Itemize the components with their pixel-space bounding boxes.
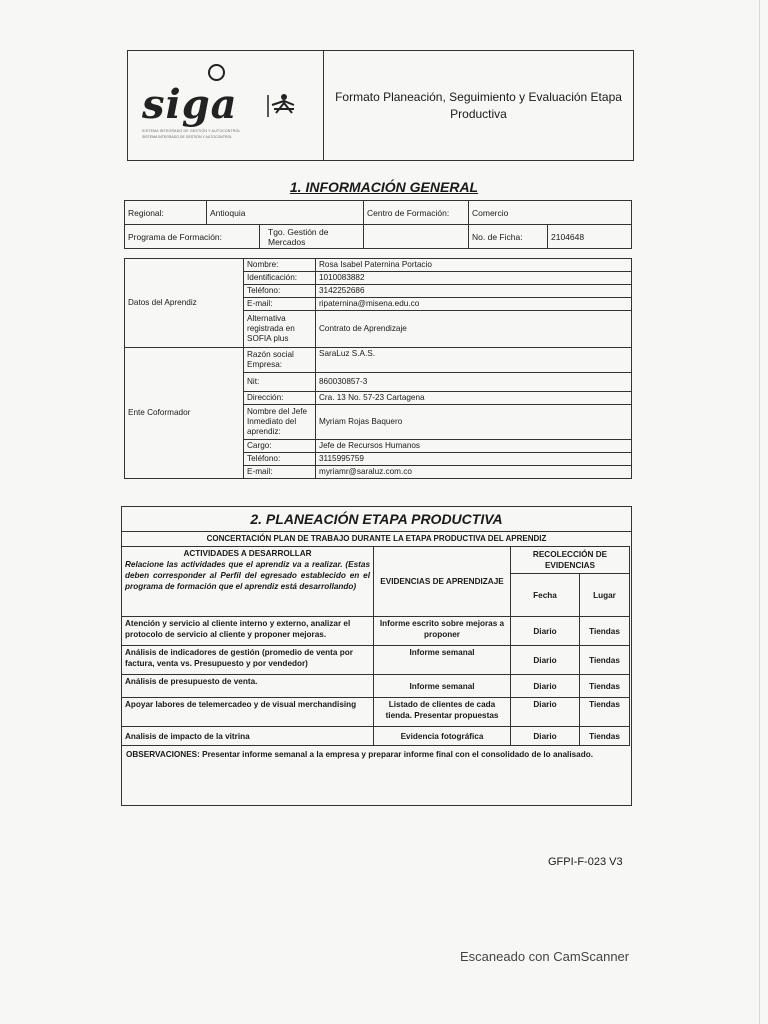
section-1-title: 1. INFORMACIÓN GENERAL [289,179,479,195]
table-row [122,727,630,746]
siga-logo: siga [142,81,238,128]
field-label: Dirección: [244,392,316,405]
logo-circle-icon [208,64,225,81]
fecha-cell: Diario [511,675,580,698]
field-value: Myriam Rojas Baquero [316,405,632,440]
document-title: Formato Planeación, Seguimiento y Evaluación Etapa Productiva [335,89,622,121]
evidencia-cell: Informe escrito sobre mejoras a proponer [374,617,511,646]
lugar-cell: Tiendas [580,675,630,698]
table-row [125,348,632,373]
programa-value: Tgo. Gestión de Mercados [268,226,329,247]
actividad-cell: Atención y servicio al cliente interno y externo, analizar el protocolo de servicio al cliente y proponer mejoras. [122,617,374,646]
fecha-cell: Diario [511,698,580,727]
lugar-cell: Tiendas [580,698,630,727]
field-label: E-mail: [244,466,316,479]
recoleccion-header: RECOLECCIÓN DE EVIDENCIAS [511,547,630,574]
logo-cell [128,51,324,160]
logo-subtitle-2: SISTEMA INTEGRADO DE GESTIÓN Y AUTOCONTROL [142,135,233,139]
form-code: GFPI-F-023 V3 [548,856,623,868]
planning-table [121,546,630,746]
field-value: Contrato de Aprendizaje [316,311,632,348]
field-value: Cra. 13 No. 57-23 Cartagena [316,392,632,405]
centro-value: Comercio [469,201,632,225]
lugar-cell: Tiendas [580,646,630,675]
observaciones: OBSERVACIONES: Presentar informe semanal a la empresa y preparar informe final con el consolidado de lo analisado. [126,750,593,759]
table-row [122,617,630,646]
lugar-cell: Tiendas [580,727,630,746]
document-header [127,50,634,161]
actividades-note: Relacione las actividades que el aprendiz va a realizar. (Estas deben corresponder al Perfil del egresado establecido en el programa de formación que el aprendiz está desarrollando) [125,560,370,591]
evidencia-cell: Informe semanal [374,675,511,698]
field-label: Identificación: [244,272,316,285]
fecha-header: Fecha [511,574,580,617]
table-row [125,225,632,249]
ficha-label: No. de Ficha: [469,225,548,249]
section-2-box [121,506,632,806]
regional-value: Antioquia [207,201,364,225]
field-value: 3142252686 [316,285,632,298]
table-row [122,698,630,727]
field-value: 3115995759 [316,453,632,466]
ficha-value: 2104648 [548,225,632,249]
centro-label: Centro de Formación: [364,201,469,225]
actividad-cell: Apoyar labores de telemercadeo y de visual merchandising [122,698,374,727]
table-header-row [122,547,630,574]
field-label: Nombre del Jefe Inmediato del aprendiz: [244,405,316,440]
field-value: SaraLuz S.A.S. [316,348,632,373]
field-label: Alternativa registrada en SOFIA plus [244,311,316,348]
evidencia-cell: Listado de clientes de cada tienda. Presentar propuestas [374,698,511,727]
field-label: Razón social Empresa: [244,348,316,373]
field-label: Teléfono: [244,285,316,298]
actividad-cell: Análisis de presupuesto de venta. [122,675,374,698]
table-row [122,675,630,698]
aprendiz-group-label: Datos del Aprendiz [125,259,244,348]
lugar-cell: Tiendas [580,617,630,646]
field-value: 860030857-3 [316,373,632,392]
table-row [122,646,630,675]
fecha-cell: Diario [511,727,580,746]
scanner-watermark: Escaneado con CamScanner [460,949,630,964]
actividad-cell: Analisis de impacto de la vitrina [122,727,374,746]
evidencia-cell: Informe semanal [374,646,511,675]
coformador-group-label: Ente Coformador [125,348,244,479]
actividades-header: ACTIVIDADES A DESARROLLAR [183,549,312,558]
field-value: Jefe de Recursos Humanos [316,440,632,453]
logo-subtitle: SISTEMA INTEGRADO DE GESTIÓN Y AUTOCONTROL [142,129,241,133]
table-row [125,259,632,272]
field-label: Cargo: [244,440,316,453]
aprendiz-coformador-table [124,258,632,479]
field-label: E-mail: [244,298,316,311]
field-label: Teléfono: [244,453,316,466]
field-label: Nit: [244,373,316,392]
field-value: Rosa Isabel Paternina Portacio [316,259,632,272]
field-value: myriamr@saraluz.com.co [316,466,632,479]
section-2-title: 2. PLANEACIÓN ETAPA PRODUCTIVA [122,507,631,532]
field-label: Nombre: [244,259,316,272]
regional-label: Regional: [125,201,207,225]
actividad-cell: Análisis de indicadores de gestión (promedio de venta por factura, venta vs. Presupuesto y por vendedor) [122,646,374,675]
field-value: ripaternina@misena.edu.co [316,298,632,311]
evidencias-header: EVIDENCIAS DE APRENDIZAJE [374,547,511,617]
fecha-cell: Diario [511,646,580,675]
table-row [125,201,632,225]
fecha-cell: Diario [511,617,580,646]
evidencia-cell: Evidencia fotográfica [374,727,511,746]
sena-logo-icon [266,91,296,121]
lugar-header: Lugar [580,574,630,617]
general-info-table [124,200,632,249]
field-value: 1010083882 [316,272,632,285]
programa-label: Programa de Formación: [125,225,260,248]
section-2-subtitle: CONCERTACIÓN PLAN DE TRABAJO DURANTE LA ETAPA PRODUCTIVA DEL APRENDIZ [206,534,547,543]
